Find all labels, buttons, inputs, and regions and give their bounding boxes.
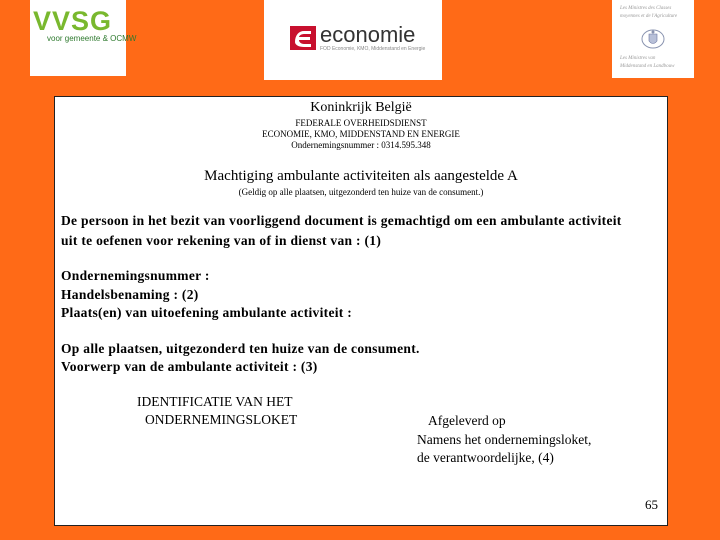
seal-text-1: Les Ministres des Classes: [620, 6, 672, 11]
field-activity-subject: Voorwerp van de ambulante activiteit : (3): [61, 359, 318, 374]
page-number: 65: [645, 497, 658, 512]
vvsg-logo-subtitle: voor gemeente & OCMW: [47, 34, 137, 43]
issued-on-label: Afgeleverd op: [428, 413, 506, 428]
intro-line-2: uit te oefenen voor rekening van of in dienst van : (1): [61, 233, 382, 248]
kingdom-heading: Koninkrijk België: [310, 100, 412, 115]
coat-of-arms-icon: [640, 28, 666, 50]
responsible-signature-label: de verantwoordelijke, (4): [417, 450, 554, 465]
service-line-1: FEDERALE OVERHEIDSDIENST: [295, 118, 427, 128]
economie-logo-subtitle: FOD Economie, KMO, Middenstand en Energie: [320, 46, 426, 52]
intro-line-1: De persoon in het bezit van voorliggend document is gemachtigd om een ambulante activiteit: [61, 213, 622, 228]
economie-logo: [264, 0, 442, 80]
field-trade-name: Handelsbenaming : (2): [61, 287, 199, 302]
enterprise-number: Ondernemingsnummer : 0314.595.348: [291, 140, 431, 150]
vvsg-logo-text: VVSG: [33, 6, 113, 36]
places-value: Op alle plaatsen, uitgezonderd ten huize van de consument.: [61, 341, 420, 356]
document-title: Machtiging ambulante activiteiten als aangestelde A: [204, 168, 518, 184]
economie-logo-text: economie: [320, 22, 416, 47]
ministry-seal: [612, 0, 694, 78]
identification-heading-2: ONDERNEMINGSLOKET: [145, 412, 298, 427]
identification-heading-1: IDENTIFICATIE VAN HET: [137, 394, 293, 409]
economie-e-icon: [290, 26, 316, 50]
field-enterprise-number: Ondernemingsnummer :: [61, 268, 210, 283]
seal-text-2: moyennes et de l'Agriculture: [620, 14, 678, 19]
validity-note: (Geldig op alle plaatsen, uitgezonderd ten huize van de consument.): [238, 187, 484, 197]
vvsg-logo: [30, 0, 137, 76]
seal-text-3: Les Ministres van: [620, 56, 656, 61]
authorization-document: [54, 96, 668, 526]
issued-on-behalf: Namens het ondernemingsloket,: [417, 432, 592, 447]
service-line-2: ECONOMIE, KMO, MIDDENSTAND EN ENERGIE: [262, 129, 460, 139]
seal-text-4: Middenstand en Landbouw: [620, 64, 675, 69]
field-places: Plaats(en) van uitoefening ambulante activiteit :: [61, 305, 353, 320]
